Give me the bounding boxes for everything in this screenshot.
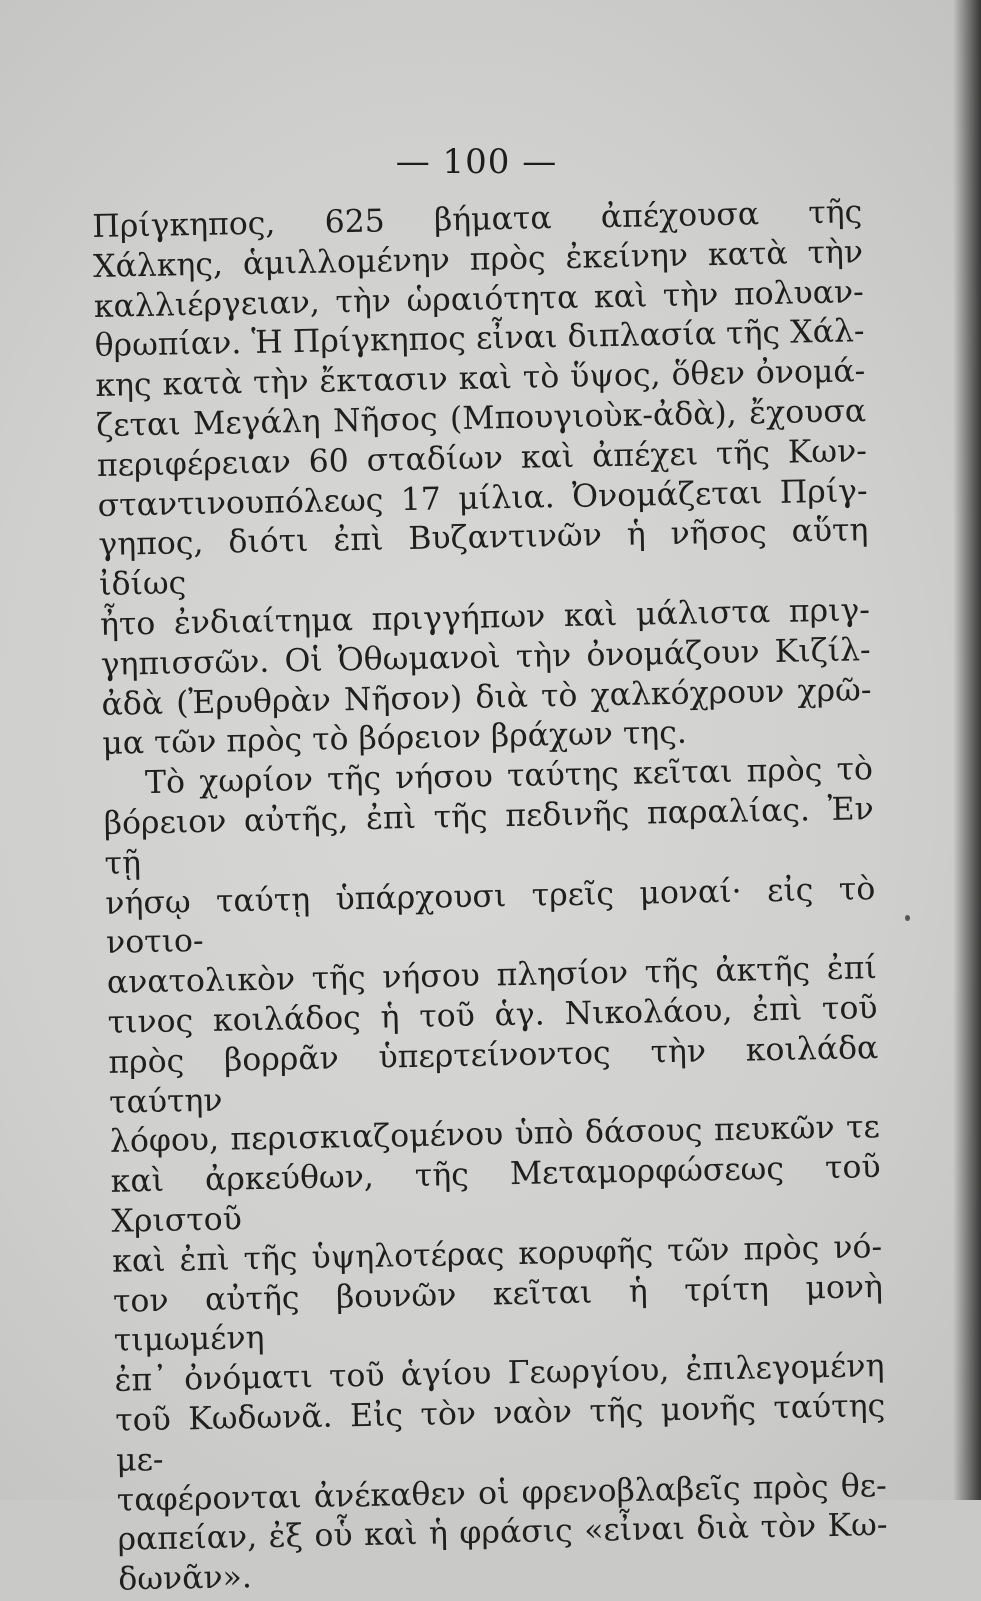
text-line: τινος κοιλάδος ἡ τοῦ ἁγ. Νικολάου, ἐπὶ τοῦ xyxy=(107,990,878,1041)
text-line: νήσῳ ταύτῃ ὑπάρχουσι τρεῖς μοναί· εἰς τὸ νοτιο- xyxy=(105,870,876,962)
text-line: ανατολικὸν τῆς νήσου πλησίον τῆς ἀκτῆς ἐπί xyxy=(106,950,878,1001)
text-line: Χάλκης, ἁμιλλομένην πρὸς ἐκείνην κατὰ τὴν xyxy=(92,234,864,285)
text-line: τοῦ Κωδωνᾶ. Εἰς τὸν ναὸν τῆς μονῆς ταύτης με- xyxy=(114,1387,886,1479)
body-text xyxy=(92,193,889,1600)
text-line: σταντινουπόλεως 17 μίλια. Ὀνομάζεται Πρίγ- xyxy=(97,472,868,524)
text-line: καὶ ἐπὶ τῆς ὑψηλοτέρας κορυφῆς τῶν πρὸς νό- xyxy=(111,1228,883,1280)
text-line: πρὸς βορρᾶν ὑπερτείνοντος τὴν κοιλάδα ταύτην xyxy=(108,1029,879,1121)
text-line: γηπισσῶν. Οἱ Ὀθωμανοὶ τὴν ὀνομάζουν Κιζίλ- xyxy=(100,631,871,683)
text-line: καὶ ἀρκεύθων, τῆς Μεταμορφώσεως τοῦ Χριστοῦ xyxy=(110,1149,881,1240)
text-line: μα τῶν πρὸς τὸ βόρειον βράχων της. xyxy=(101,715,688,763)
text-line: βόρειον αὐτῆς, ἐπὶ τῆς πεδινῆς παραλίας. Ἐν τῇ xyxy=(103,791,875,882)
text-line: Τὸ χωρίον τῆς νήσου ταύτης κεῖται πρὸς τὸ xyxy=(144,751,874,802)
text-line: καλλιέργειαν, τὴν ὡραιότητα καὶ τὴν πολυαν- xyxy=(93,273,865,325)
text-line: ἀδὰ (Ἐρυθρὰν Νῆσον) διὰ τὸ χαλκόχρουν χρῶ- xyxy=(101,671,872,723)
text-line: Πρίγκηπος, 625 βήματα ἀπέχουσα τῆς xyxy=(92,194,863,245)
text-line: δωνᾶν». xyxy=(117,1559,253,1598)
text-line: κης κατὰ τὴν ἔκτασιν καὶ τὸ ὕψος, ὅθεν ὀνομά- xyxy=(95,353,866,405)
text-line: ραπείαν, ἐξ οὗ καὶ ἡ φράσις «εἶναι διὰ τὸν Κω- xyxy=(117,1507,888,1559)
paper-speck xyxy=(905,915,910,921)
page-number-header: — 100 — xyxy=(395,142,558,182)
text-line: περιφέρειαν 60 σταδίων καὶ ἀπέχει τῆς Κων- xyxy=(96,432,868,484)
text-line: λόφου, περισκιαζομένου ὑπὸ δάσους πευκῶν τε xyxy=(109,1109,881,1161)
text-line: ἦτο ἐνδιαίτημα πριγγήπων καὶ μάλιστα πριγ- xyxy=(99,592,871,643)
text-line: ζεται Μεγάλη Νῆσος (Μπουγιοὺκ-ἀδὰ), ἔχουσα xyxy=(95,393,867,444)
text-line: ταφέρονται ἀνέκαθεν οἱ φρενοβλαβεῖς πρὸς θε- xyxy=(116,1467,888,1519)
text-line: ἐπ᾽ ὀνόματι τοῦ ἁγίου Γεωργίου, ἐπιλεγομένη xyxy=(114,1348,885,1399)
text-line: θρωπίαν. Ἡ Πρίγκηπος εἶναι διπλασία τῆς Χάλ- xyxy=(94,313,865,365)
binding-shadow xyxy=(953,0,981,1500)
text-line: γηπος, διότι ἐπὶ Βυζαντινῶν ἡ νῆσος αὕτη ἰδίως xyxy=(98,512,869,604)
text-line: τον αὐτῆς βουνῶν κεῖται ἡ τρίτη μονὴ τιμωμένη xyxy=(112,1268,884,1360)
